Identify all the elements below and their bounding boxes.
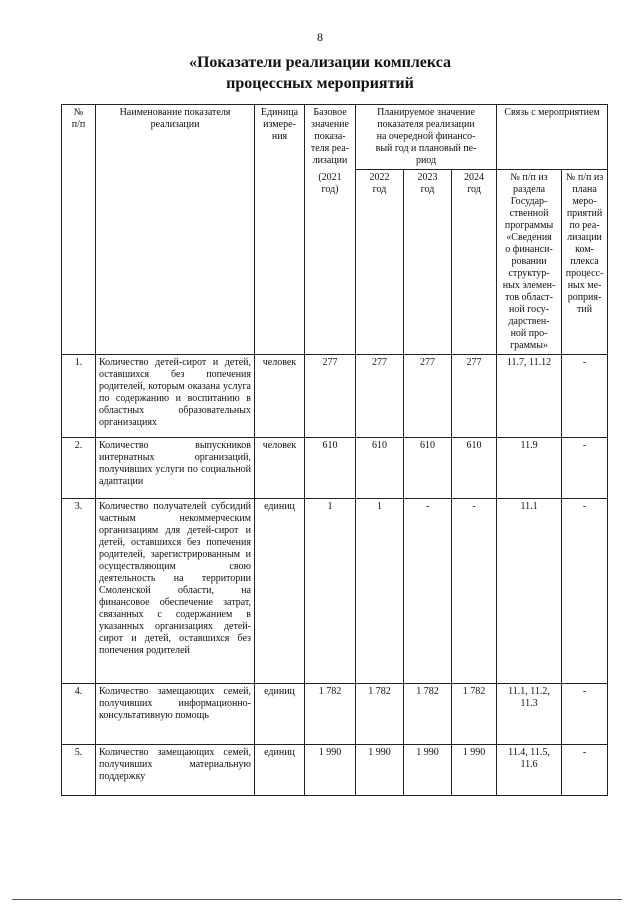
row-2023: 1 990 (404, 745, 452, 796)
row-unit: человек (255, 355, 305, 438)
row-unit: единиц (255, 499, 305, 684)
row-2024: 277 (452, 355, 497, 438)
row-link-plan: - (562, 355, 608, 438)
row-2024: 610 (452, 438, 497, 499)
row-name: Количество замещающих семей, получивших материальную поддержку (96, 745, 255, 796)
row-2024: 1 990 (452, 745, 497, 796)
table-row (62, 355, 608, 438)
row-num: 2. (62, 438, 96, 499)
table-row (62, 438, 608, 499)
row-base: 1 (305, 499, 356, 684)
header-num: № п/п (62, 105, 96, 355)
row-unit: единиц (255, 684, 305, 745)
page-number: 8 (317, 30, 323, 44)
row-2023: - (404, 499, 452, 684)
row-num: 4. (62, 684, 96, 745)
row-link-state: 11.1, 11.2, 11.3 (497, 684, 562, 745)
row-link-state: 11.9 (497, 438, 562, 499)
indicators-table (61, 104, 608, 796)
row-link-plan: - (562, 438, 608, 499)
header-base-year: (2021 год) (305, 170, 356, 355)
table-row (62, 684, 608, 745)
row-name: Количество выпускников интернатных организаций, получивших услуги по социальной адаптации (96, 438, 255, 499)
row-base: 277 (305, 355, 356, 438)
row-link-state: 11.7, 11.12 (497, 355, 562, 438)
row-2024: 1 782 (452, 684, 497, 745)
row-2022: 277 (356, 355, 404, 438)
row-link-plan: - (562, 684, 608, 745)
header-link-state-program: № п/п из раздела Государ- ственной программы «Сведения о финанси- ровании структур- ных элемен- тов област- ной госу- дарствен- ной про- граммы» (497, 170, 562, 355)
row-2022: 610 (356, 438, 404, 499)
row-2024: - (452, 499, 497, 684)
row-2023: 610 (404, 438, 452, 499)
header-link-plan: № п/п из плана меро- приятий по реа- лизации ком- плекса процесс- ных ме- роприя- тий (562, 170, 608, 355)
row-link-state: 11.4, 11.5, 11.6 (497, 745, 562, 796)
row-link-plan: - (562, 745, 608, 796)
row-base: 1 782 (305, 684, 356, 745)
header-row-1 (62, 105, 608, 170)
row-num: 3. (62, 499, 96, 684)
row-num: 1. (62, 355, 96, 438)
row-link-plan: - (562, 499, 608, 684)
header-base: Базовое значение показа- теля реа- лизации (305, 105, 356, 170)
header-link: Связь с мероприятием (497, 105, 608, 170)
row-unit: человек (255, 438, 305, 499)
header-planned: Планируемое значение показателя реализации на очередной финансо- вый год и плановый пе- риод (356, 105, 497, 170)
row-2023: 1 782 (404, 684, 452, 745)
row-name: Количество детей-сирот и детей, оставшихся без попечения родителей, которым оказана услуга по содержанию и воспитанию в областных образовательных организациях (96, 355, 255, 438)
table-row (62, 745, 608, 796)
page-bottom-rule (12, 899, 622, 900)
row-2022: 1 (356, 499, 404, 684)
row-name: Количество замещающих семей, получивших информационно-консультативную помощь (96, 684, 255, 745)
header-name: Наименование показателя реализации (96, 105, 255, 355)
header-year-2023: 2023 год (404, 170, 452, 355)
row-2023: 277 (404, 355, 452, 438)
table-row (62, 499, 608, 684)
header-year-2022: 2022 год (356, 170, 404, 355)
row-link-state: 11.1 (497, 499, 562, 684)
row-base: 1 990 (305, 745, 356, 796)
header-unit: Единица измере- ния (255, 105, 305, 355)
row-num: 5. (62, 745, 96, 796)
row-name: Количество получателей субсидий частным некоммерческим организациям для детей-сирот и детей, оставшихся без попечения родителей, зарегистрированным и осуществляющим свою деятельность на территории Смоленской области, на финансовое обеспечение затрат, связанных с содержанием в указанных организациях детей-сирот и детей, оставшихся без попечения родителей (96, 499, 255, 684)
row-unit: единиц (255, 745, 305, 796)
title-line-2: процессных мероприятий (226, 75, 414, 92)
row-2022: 1 782 (356, 684, 404, 745)
document-title (0, 52, 640, 94)
row-2022: 1 990 (356, 745, 404, 796)
header-year-2024: 2024 год (452, 170, 497, 355)
row-base: 610 (305, 438, 356, 499)
title-line-1: «Показатели реализации комплекса (188, 54, 452, 71)
